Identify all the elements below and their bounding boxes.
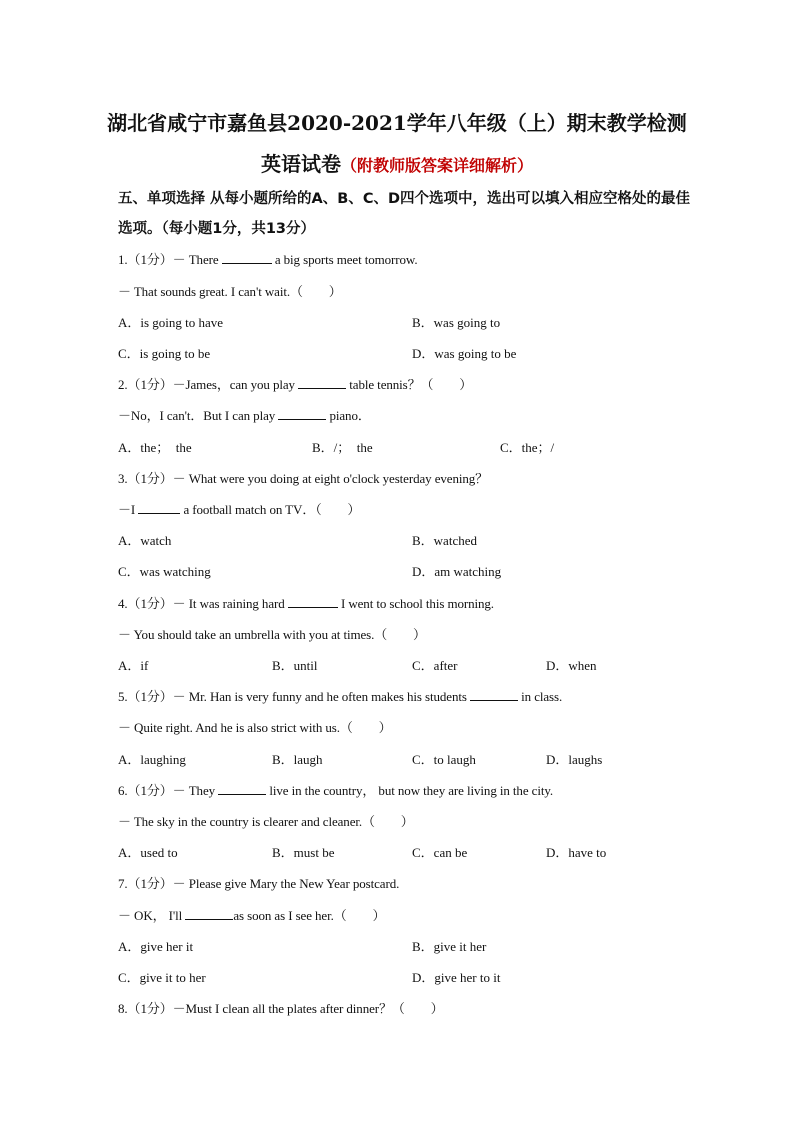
exam-subtitle: [0, 148, 794, 177]
option-c: C．to laugh: [412, 752, 476, 767]
section-heading-cont: 选项。（每小题1分，共13分）: [118, 221, 316, 237]
section-heading: 五、单项选择 从每小题所给的A、B、C、D四个选项中，选出可以填入相应空格处的最佳: [118, 191, 690, 207]
option-c: C．was watching: [118, 564, 211, 579]
option-c: C．give it to her: [118, 970, 206, 985]
option-b: B．until: [272, 658, 318, 673]
question-2-reply: －No，I can't．But I can play piano．: [118, 408, 371, 423]
option-c: C．is going to be: [118, 346, 211, 361]
question-3-reply: －I a football match on TV．（ ）: [118, 502, 361, 517]
question-7-reply: － OK， I'll as soon as I see her.（ ）: [118, 908, 386, 923]
answer-blank: [185, 907, 233, 920]
option-c: C．after: [412, 658, 458, 673]
question-7: 7.（1分）－ Please give Mary the New Year postcard.: [118, 876, 400, 891]
question-6-reply: － The sky in the country is clearer and cleaner.（ ）: [118, 814, 414, 829]
option-d: D．was going to be: [412, 346, 517, 361]
option-b: B．/； the: [312, 440, 373, 455]
answer-blank: [298, 376, 346, 389]
answer-blank: [470, 688, 518, 701]
option-d: D．laughs: [546, 752, 603, 767]
answer-blank: [278, 407, 326, 420]
option-d: D．am watching: [412, 564, 502, 579]
answer-blank: [288, 595, 338, 608]
question-4: 4.（1分）－ It was raining hard I went to school this morning.: [118, 596, 494, 611]
question-1: 1.（1分）－ There a big sports meet tomorrow.: [118, 252, 418, 267]
question-8: 8.（1分）－Must I clean all the plates after dinner？（ ）: [118, 1001, 444, 1016]
option-d: D．give her to it: [412, 970, 501, 985]
option-b: B．give it her: [412, 939, 487, 954]
option-a: A．used to: [118, 845, 178, 860]
option-a: A．give her it: [118, 939, 194, 954]
question-3: 3.（1分）－ What were you doing at eight o'clock yesterday evening？: [118, 471, 489, 486]
question-5-reply: － Quite right. And he is also strict with us.（ ）: [118, 720, 392, 735]
question-4-reply: － You should take an umbrella with you at times.（ ）: [118, 627, 426, 642]
option-d: D．have to: [546, 845, 607, 860]
option-a: A．laughing: [118, 752, 186, 767]
option-a: A．the； the: [118, 440, 192, 455]
option-a: A．is going to have: [118, 315, 224, 330]
option-d: D．when: [546, 658, 597, 673]
option-b: B．must be: [272, 845, 335, 860]
subtitle-main: 英语试卷: [260, 152, 341, 176]
option-b: B．was going to: [412, 315, 501, 330]
question-5: 5.（1分）－ Mr. Han is very funny and he often makes his students in class.: [118, 689, 563, 704]
exam-title: 湖北省咸宁市嘉鱼县2020-2021学年八年级（上）期末教学检测: [107, 111, 687, 135]
answer-blank: [218, 782, 266, 795]
answer-blank: [222, 251, 272, 264]
answer-blank: [138, 501, 180, 514]
question-1-reply: － That sounds great. I can't wait.（ ）: [118, 284, 342, 299]
option-a: A．watch: [118, 533, 172, 548]
option-a: A．if: [118, 658, 149, 673]
subtitle-answer-note: （附教师版答案详细解析）: [340, 156, 533, 175]
option-c: C．can be: [412, 845, 468, 860]
question-2: 2.（1分）－James，can you play table tennis？（ ）: [118, 377, 473, 392]
option-b: B．watched: [412, 533, 477, 548]
option-b: B．laugh: [272, 752, 323, 767]
option-c: C．the；/: [500, 440, 555, 455]
question-6: 6.（1分）－ They live in the country， but now they are living in the city.: [118, 783, 554, 798]
